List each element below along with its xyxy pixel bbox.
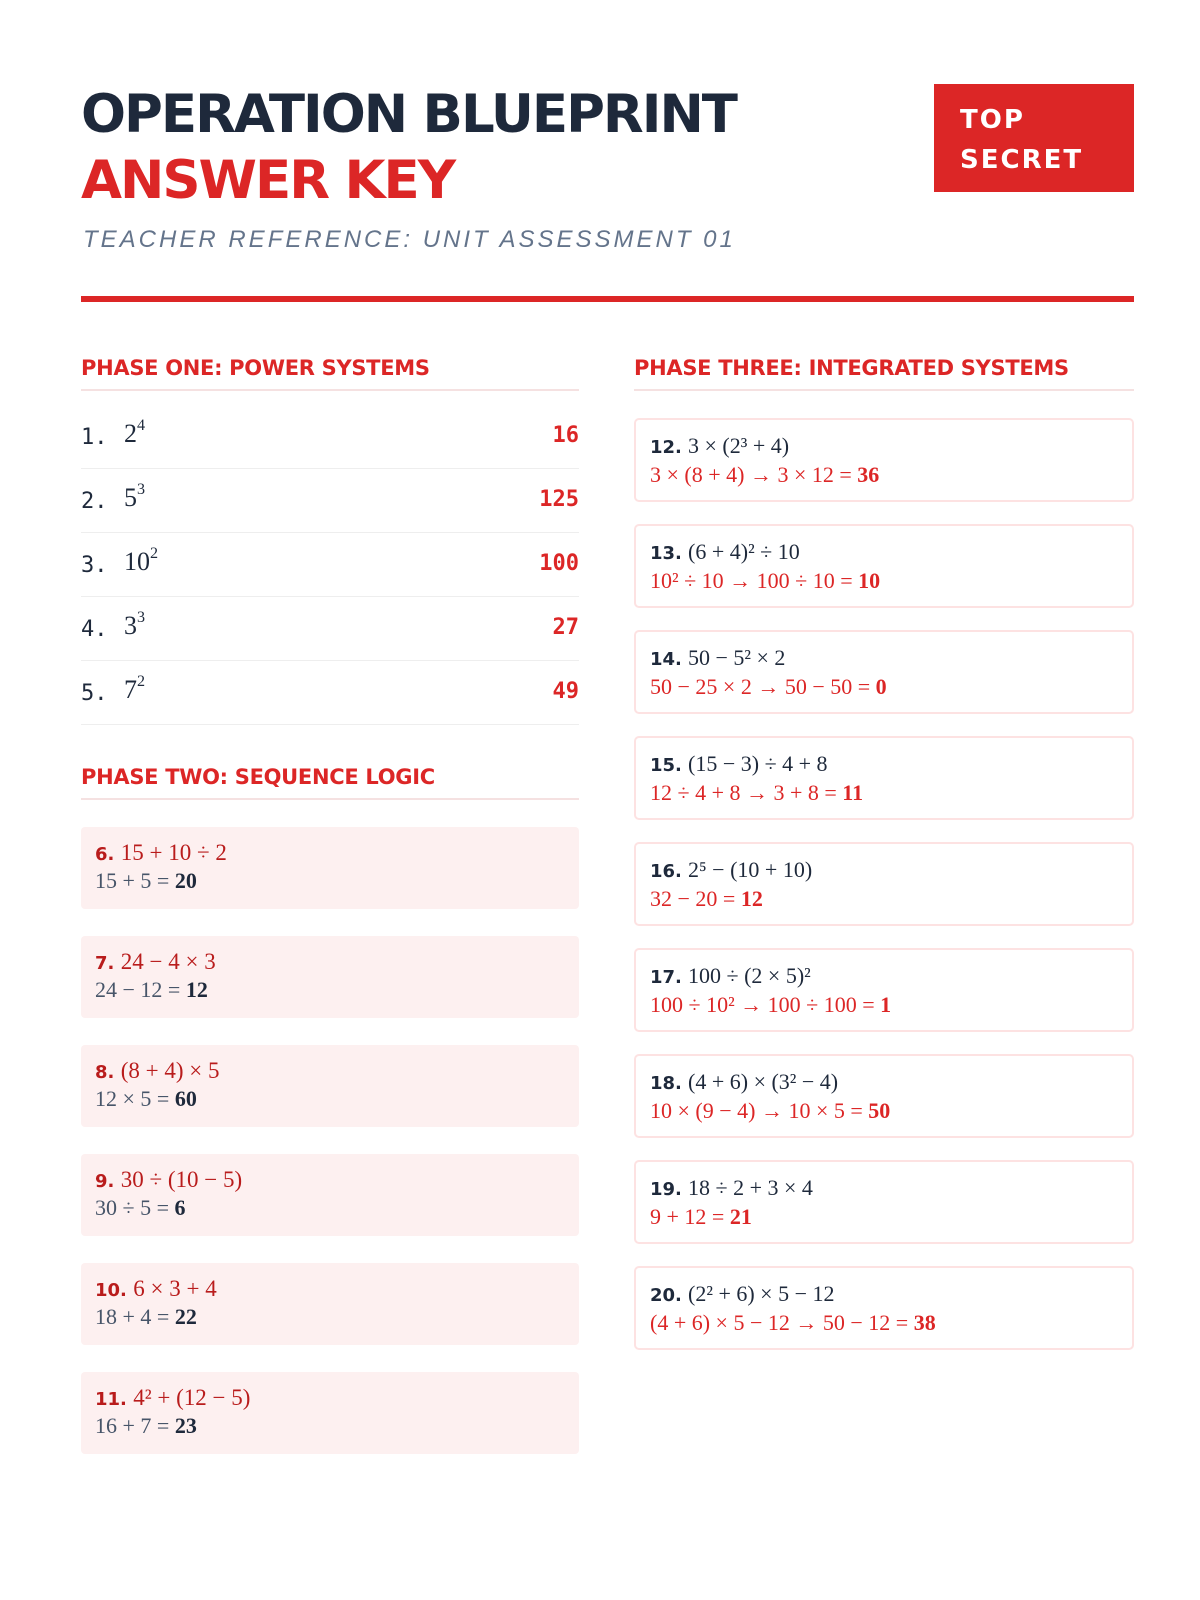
work-steps: 10² ÷ 10 → 100 ÷ 10 = — [650, 568, 859, 593]
problem-expression: (8 + 4) × 5 — [120, 1058, 220, 1083]
phase-one-list — [81, 405, 579, 725]
problem-expression: (2² + 6) × 5 − 12 — [688, 1281, 835, 1306]
header-divider — [81, 296, 1134, 302]
list-item — [81, 533, 579, 597]
question-number: 8. — [95, 1062, 115, 1083]
list-item — [81, 597, 579, 661]
question-number: 16. — [650, 861, 682, 882]
power-expression: $7^2$ — [124, 672, 146, 704]
page-subtitle-heading: ANSWER KEY — [81, 150, 455, 211]
problem-card — [634, 948, 1134, 1032]
answer: 27 — [552, 615, 579, 640]
question-number: 19. — [650, 1179, 682, 1200]
answer: 10 — [858, 568, 881, 593]
work-steps: 12 ÷ 4 + 8 → 3 + 8 = — [650, 780, 843, 805]
work-steps: 32 − 20 = — [650, 886, 741, 911]
problem-expression: 15 + 10 ÷ 2 — [120, 840, 227, 865]
problem-card — [81, 1263, 579, 1345]
answer: 100 — [539, 551, 579, 576]
phase-two-list — [81, 827, 579, 1454]
header — [81, 84, 1131, 304]
problem-card — [634, 1266, 1134, 1350]
answer: 49 — [552, 679, 579, 704]
question-number: 12. — [650, 437, 682, 458]
problem-card — [634, 524, 1134, 608]
phase-one-title: PHASE ONE: POWER SYSTEMS — [81, 356, 579, 391]
problem-card — [634, 842, 1134, 926]
problem-card — [634, 1054, 1134, 1138]
problem-card — [634, 1160, 1134, 1244]
problem-expression: 2⁵ − (10 + 10) — [688, 857, 813, 882]
answer: 0 — [875, 674, 887, 699]
problem-card — [81, 827, 579, 909]
question-number: 14. — [650, 649, 682, 670]
power-expression: $2^4$ — [124, 416, 146, 448]
page-title: OPERATION BLUEPRINT — [81, 84, 736, 145]
stamp-line-2: SECRET — [960, 145, 1084, 175]
list-item — [81, 469, 579, 533]
problem-expression: 24 − 4 × 3 — [120, 949, 216, 974]
problem-expression: 18 ÷ 2 + 3 × 4 — [688, 1175, 813, 1200]
question-number: 15. — [650, 755, 682, 776]
question-number: 9. — [95, 1171, 115, 1192]
work-steps: 18 + 4 = — [95, 1304, 175, 1329]
question-number: 7. — [95, 953, 115, 974]
problem-card — [81, 1154, 579, 1236]
power-expression: $5^3$ — [124, 480, 146, 512]
answer: 1 — [880, 992, 892, 1017]
question-number: 3. — [81, 553, 108, 578]
question-number: 2. — [81, 489, 108, 514]
problem-expression: 100 ÷ (2 × 5)² — [688, 963, 811, 988]
phase-two-title: PHASE TWO: SEQUENCE LOGIC — [81, 765, 579, 800]
top-secret-stamp — [934, 84, 1134, 192]
work-steps: 100 ÷ 10² → 100 ÷ 100 = — [650, 992, 881, 1017]
work-steps: 3 × (8 + 4) → 3 × 12 = — [650, 462, 858, 487]
power-expression: $10^2$ — [124, 544, 159, 576]
problem-expression: 6 × 3 + 4 — [133, 1276, 217, 1301]
work-steps: 12 × 5 = — [95, 1086, 175, 1111]
problem-card — [634, 736, 1134, 820]
stamp-line-1: TOP — [960, 105, 1025, 135]
power-expression: $3^3$ — [124, 608, 146, 640]
list-item — [81, 405, 579, 469]
phase-three-title: PHASE THREE: INTEGRATED SYSTEMS — [634, 356, 1134, 391]
problem-expression: 30 ÷ (10 − 5) — [120, 1167, 243, 1192]
answer: 20 — [174, 868, 197, 893]
answer: 16 — [552, 423, 579, 448]
teacher-reference: TEACHER REFERENCE: UNIT ASSESSMENT 01 — [83, 226, 736, 253]
problem-expression: (4 + 6) × (3² − 4) — [688, 1069, 839, 1094]
problem-card — [81, 1045, 579, 1127]
work-steps: (4 + 6) × 5 − 12 → 50 − 12 = — [650, 1310, 914, 1335]
question-number: 13. — [650, 543, 682, 564]
work-steps: 30 ÷ 5 = — [95, 1195, 175, 1220]
answer: 22 — [174, 1304, 197, 1329]
answer: 50 — [868, 1098, 891, 1123]
problem-expression: 50 − 5² × 2 — [688, 645, 786, 670]
question-number: 10. — [95, 1280, 127, 1301]
answer: 125 — [539, 487, 579, 512]
problem-expression: 4² + (12 − 5) — [133, 1385, 251, 1410]
question-number: 5. — [81, 681, 108, 706]
list-item — [81, 661, 579, 725]
left-column — [81, 356, 579, 1481]
answer: 23 — [174, 1413, 197, 1438]
question-number: 20. — [650, 1285, 682, 1306]
answer: 21 — [729, 1204, 752, 1229]
question-number: 18. — [650, 1073, 682, 1094]
question-number: 17. — [650, 967, 682, 988]
answer: 60 — [174, 1086, 197, 1111]
problem-card — [634, 630, 1134, 714]
work-steps: 10 × (9 − 4) → 10 × 5 = — [650, 1098, 869, 1123]
problem-card — [81, 1372, 579, 1454]
work-steps: 50 − 25 × 2 → 50 − 50 = — [650, 674, 876, 699]
work-steps: 16 + 7 = — [95, 1413, 175, 1438]
right-column — [634, 356, 1134, 1372]
answer: 11 — [842, 780, 864, 805]
question-number: 4. — [81, 617, 108, 642]
question-number: 1. — [81, 425, 108, 450]
answer: 12 — [740, 886, 763, 911]
problem-card — [81, 936, 579, 1018]
phase-three-list — [634, 418, 1134, 1350]
answer: 12 — [185, 977, 208, 1002]
problem-expression: 3 × (2³ + 4) — [688, 433, 790, 458]
question-number: 6. — [95, 844, 115, 865]
answer: 38 — [913, 1310, 936, 1335]
answer: 36 — [857, 462, 880, 487]
work-steps: 9 + 12 = — [650, 1204, 730, 1229]
problem-expression: (6 + 4)² ÷ 10 — [688, 539, 800, 564]
work-steps: 15 + 5 = — [95, 868, 175, 893]
problem-card — [634, 418, 1134, 502]
answer: 6 — [174, 1195, 186, 1220]
problem-expression: (15 − 3) ÷ 4 + 8 — [688, 751, 828, 776]
work-steps: 24 − 12 = — [95, 977, 186, 1002]
question-number: 11. — [95, 1389, 127, 1410]
